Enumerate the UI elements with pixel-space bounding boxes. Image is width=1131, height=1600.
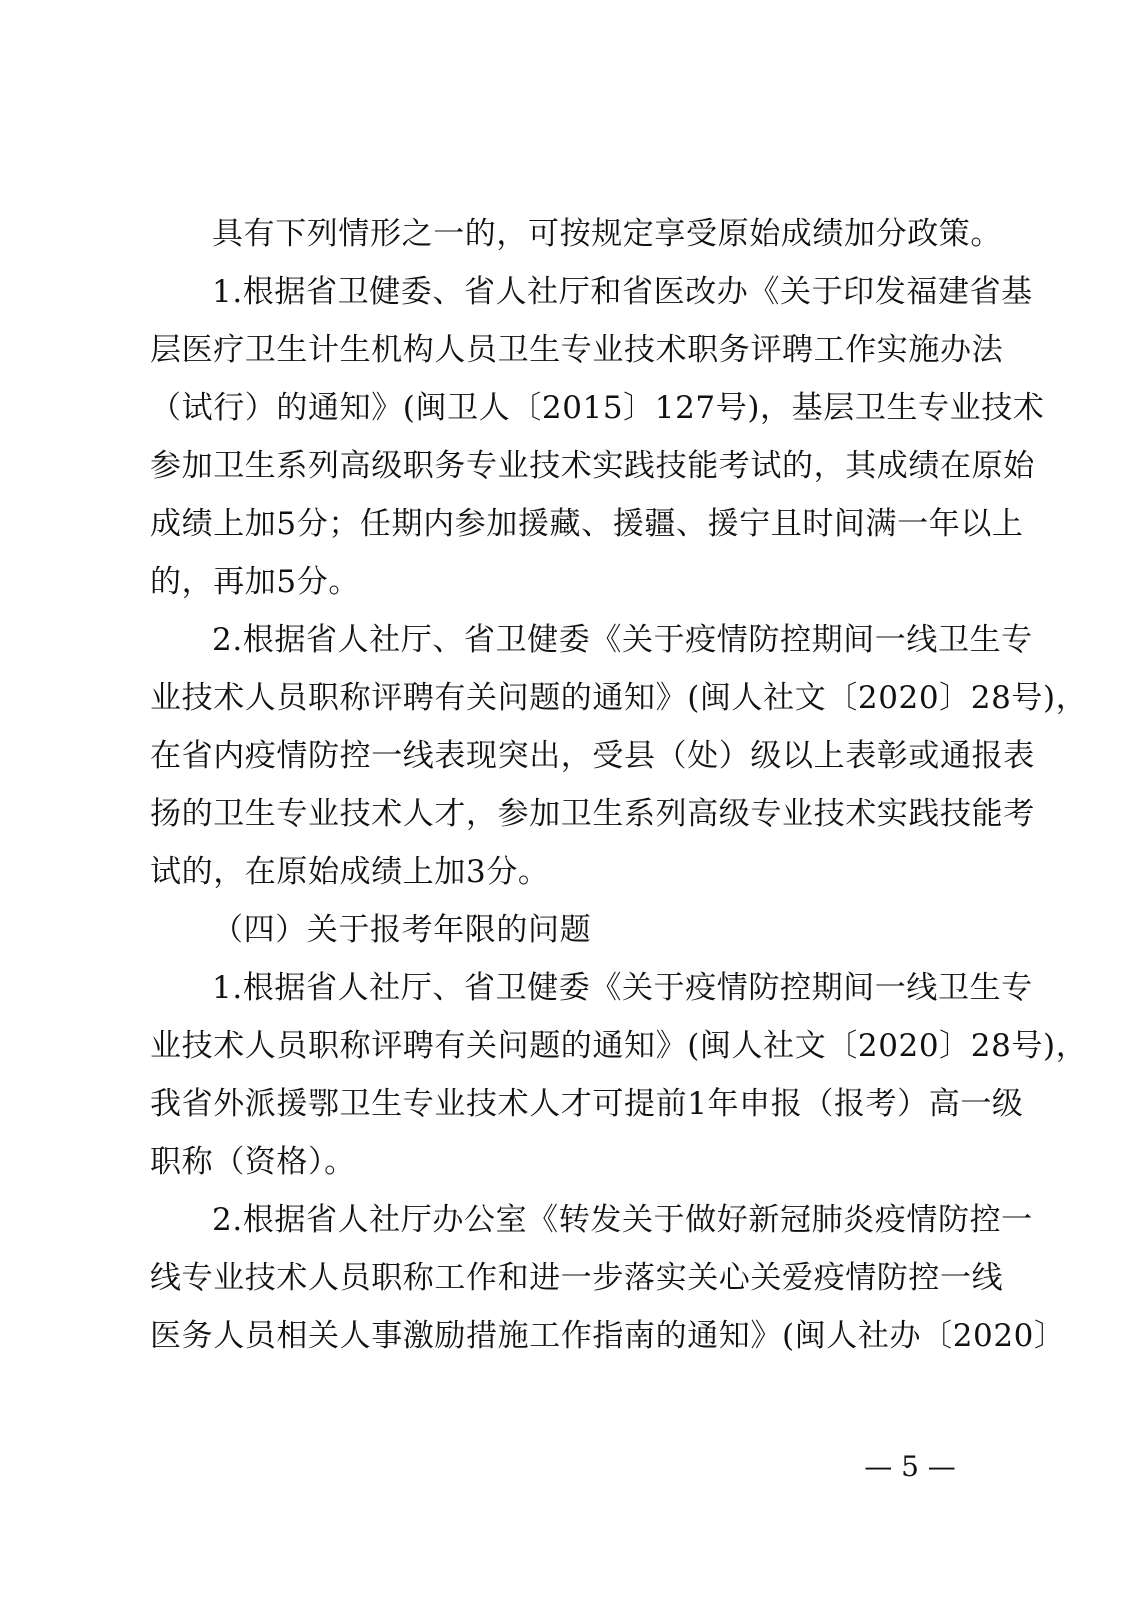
text-line: 具有下列情形之一的，可按规定享受原始成绩加分政策。 [212, 216, 1002, 252]
text-line: 成绩上加5分；任期内参加援藏、援疆、援宁且时间满一年以上 [150, 506, 1024, 542]
text-line: 层医疗卫生计生机构人员卫生专业技术职务评聘工作实施办法 [150, 332, 1004, 368]
text-line: 2.根据省人社厅办公室《转发关于做好新冠肺炎疫情防控一 [212, 1202, 1033, 1238]
text-line: 业技术人员职称评聘有关问题的通知》(闽人社文〔2020〕28号)， [150, 1028, 1088, 1064]
section-heading: （四）关于报考年限的问题 [212, 912, 592, 948]
text-line: 参加卫生系列高级职务专业技术实践技能考试的，其成绩在原始 [150, 448, 1035, 484]
text-line: 1.根据省卫健委、省人社厅和省医改办《关于印发福建省基 [212, 274, 1033, 310]
text-line: 2.根据省人社厅、省卫健委《关于疫情防控期间一线卫生专 [212, 622, 1033, 658]
text-line: 我省外派援鄂卫生专业技术人才可提前1年申报（报考）高一级 [150, 1086, 1024, 1122]
text-line: 试的，在原始成绩上加3分。 [150, 854, 550, 890]
text-line: 在省内疫情防控一线表现突出，受县（处）级以上表彰或通报表 [150, 738, 1035, 774]
text-line: 业技术人员职称评聘有关问题的通知》(闽人社文〔2020〕28号)， [150, 680, 1088, 716]
text-line: 线专业技术人员职称工作和进一步落实关心关爱疫情防控一线 [150, 1260, 1004, 1296]
text-line: 职称（资格）。 [150, 1144, 356, 1180]
text-line: 的，再加5分。 [150, 564, 360, 600]
text-line: 1.根据省人社厅、省卫健委《关于疫情防控期间一线卫生专 [212, 970, 1033, 1006]
page-number: — 5 — [864, 1450, 956, 1483]
text-line: 扬的卫生专业技术人才，参加卫生系列高级专业技术实践技能考 [150, 796, 1035, 832]
text-line: 医务人员相关人事激励措施工作指南的通知》(闽人社办〔2020〕 [150, 1318, 1066, 1354]
text-line: （试行）的通知》(闽卫人〔2015〕127号)，基层卫生专业技术 [150, 390, 1045, 426]
document-body [150, 205, 1088, 1365]
